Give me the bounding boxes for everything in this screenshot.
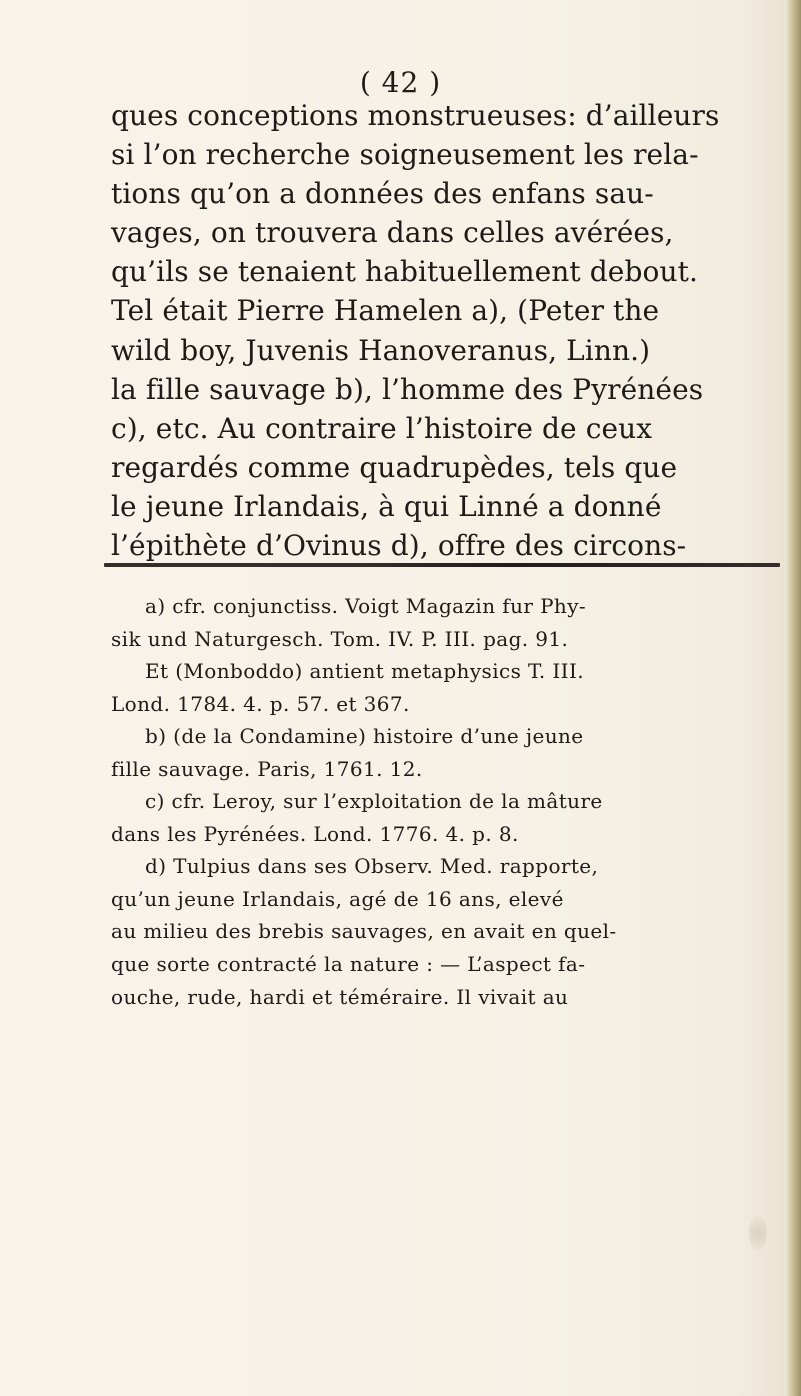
page-edge-shadow — [787, 0, 801, 1396]
main-text-line: tions qu’on a données des enfans sau- — [111, 177, 654, 211]
main-text-line: l’épithète d’Ovinus d), offre des circons- — [111, 529, 687, 563]
footnotes — [111, 590, 781, 1013]
footnote-line: dans les Pyrénées. Lond. 1776. 4. p. 8. — [111, 821, 519, 846]
footnote-separator-rule — [104, 563, 780, 567]
footnote-line: qu’un jeune Irlandais, agé de 16 ans, elevé — [111, 886, 564, 911]
footnote-line: Et (Monboddo) antient metaphysics T. III. — [145, 659, 584, 684]
main-text-line: ques conceptions monstrueuses: d’ailleurs — [111, 99, 720, 132]
main-text — [111, 96, 774, 565]
main-text-line: Tel était Pierre Hamelen a), (Peter the — [111, 294, 660, 328]
main-text-line: si l’on recherche soigneusement les rela- — [111, 138, 699, 172]
main-text-line: c), etc. Au contraire l’histoire de ceux — [111, 411, 653, 445]
main-text-line: la fille sauvage b), l’homme des Pyrénées — [111, 372, 704, 406]
main-text-line: qu’ils se tenaient habituellement debout. — [111, 255, 698, 289]
footnote-line: a) cfr. conjunctiss. Voigt Magazin fur Phy- — [145, 594, 587, 618]
footnote-line: au milieu des brebis sauvages, en avait en quel- — [111, 919, 617, 944]
footnote-line: c) cfr. Leroy, sur l’exploitation de la mâture — [145, 789, 603, 814]
main-text-line: regardés comme quadrupèdes, tels que — [111, 450, 678, 484]
footnote-line: d) Tulpius dans ses Observ. Med. rapporte, — [145, 854, 599, 879]
footnote-line: que sorte contracté la nature : — L’aspect fa- — [111, 952, 586, 977]
main-text-line: vages, on trouvera dans celles avérées, — [111, 216, 674, 250]
footnote-line: Lond. 1784. 4. p. 57. et 367. — [111, 691, 410, 716]
footnote-line: fille sauvage. Paris, 1761. 12. — [111, 756, 423, 781]
main-text-line: le jeune Irlandais, à qui Linné a donné — [111, 489, 662, 523]
footnote-line: ouche, rude, hardi et téméraire. Il vivait au — [111, 984, 569, 1009]
footnote-line: sik und Naturgesch. Tom. IV. P. III. pag. 91. — [111, 626, 569, 651]
footnote-line: b) (de la Condamine) histoire d’une jeune — [145, 724, 584, 749]
main-text-line: wild boy, Juvenis Hanoveranus, Linn.) — [111, 333, 651, 367]
page-number-header: ( 42 ) — [359, 66, 442, 99]
paper-stain — [749, 1215, 767, 1251]
